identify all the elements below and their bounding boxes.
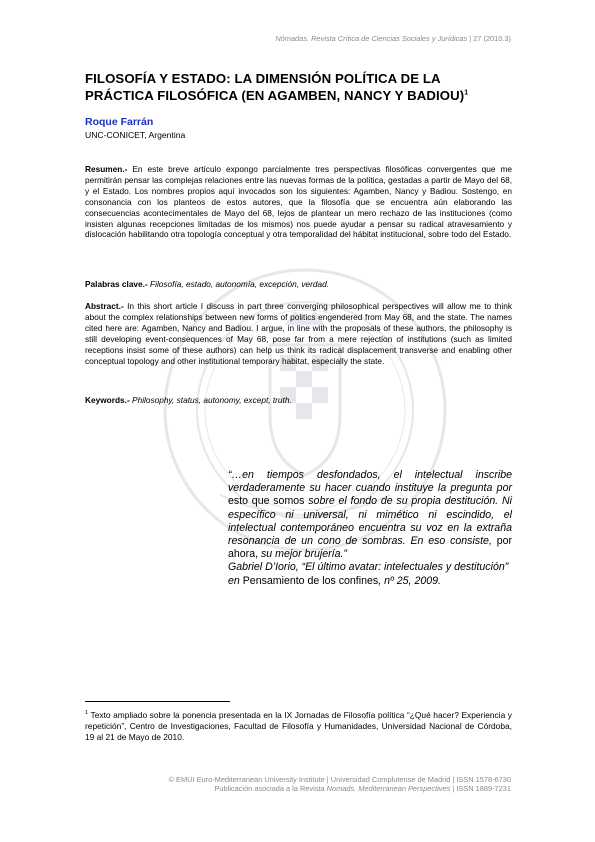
quote-part-1: “…en tiempos desfondados, el intelectual inscribe verdaderamente su hacer cuando instituye la pregunta por [228,469,512,495]
abstract-label: Abstract.- [85,301,124,311]
header-issue: | 27 (2010.3) [467,34,511,43]
title-line-2: PRÁCTICA FILOSÓFICA (EN AGAMBEN, NANCY Y BADIOU) [85,88,465,103]
title-line-1: FILOSOFÍA Y ESTADO: LA DIMENSIÓN POLÍTICA DE LA [85,71,441,86]
abstract-text: In this short article I discuss in part three converging philosophical perspectives will allow me to think about the complex relationships between new forms of politics engendered from May 68, and the state. The names cited here are: Agamben, Nancy and Badiou. I argue, in line with the proposals of these authors, the philosophy is still developing event-consequences of May 68, pose far from a mere rejection of institutions (such as limited receptions insist some of these authors) can help us think its radical displacement transverse and enabling other conceptual topology and other institutional temporary habitat, especially the state. [85,301,512,366]
footer-line-2-pre: Publicación asociada a la Revista [214,784,327,794]
footer-line-2 [169,784,511,793]
resumen-label: Resumen.- [85,164,128,174]
resumen-text: En este breve artículo expongo parcialmente tres perspectivas filosóficas convergentes que me permitirán pensar las complejas relaciones entre las nuevas formas de la política, gestadas a partir de Mayo del 68, y el Estado. Los nombres propios aquí invocados son los siguientes: Agamben, Nancy y Badiou. Sostengo, en consonancia con los planteos de estos autores, que la filosofía que se encuentra aún elaborando las consecuencias acontecimentales de Mayo del 68, lejos de plantear un mero rechazo de las instituciones (como insisten algunas recepciones limitadas de los mismos) nos puede ayudar a pensar su radical atravesamiento y dislocación habilitando otra topología conceptual y otra temporalidad del hábitat institucional, sobre todo del Estado. [85,164,512,240]
quote-source [228,561,512,587]
title-footnote-mark[interactable]: 1 [464,89,469,97]
palabras-clave-text: Filosofía, estado, autonomía, excepción, verdad. [147,279,329,289]
footer-line-2-journal: Nomads. Mediterranean Perspectives [326,784,451,794]
footer-line-2-post: | ISSN 1889-7231 [450,784,511,794]
keywords-text: Philosophy, status, autonomy, except, truth. [129,395,292,405]
author-name: Roque Farrán [85,116,154,128]
footnote [85,710,512,743]
author-affiliation: UNC-CONICET, Argentina [85,130,186,140]
palabras-clave-label: Palabras clave.- [85,279,148,289]
palabras-clave-paragraph [85,279,512,290]
quote-source-issue: , nº 25, 2009. [378,574,441,587]
quote-source-publication: Pensamiento de los confines [242,574,379,587]
quote-part-6: su mejor brujería.” [260,548,347,561]
quote-part-2: esto que somos [228,495,305,508]
footnote-text: Texto ampliado sobre la ponencia presentada en la IX Jornadas de Filosofía política “¿Qué hacer? Experiencia y repetición”, Centro de Investigaciones, Facultad de Filosofía y Humanidades, Universidad Nacional de Córdoba, 19 al 21 de Mayo de 2010. [85,710,512,742]
quote-part-4: En eso consiste, [410,535,492,548]
article-title [85,70,515,104]
quote-source-en: en [228,574,243,587]
quote-part-3: sobre el fondo de su propia destitución. Ni específico ni universal, ni mimético ni escindido, el intelectual contemporáneo encuentra su voz en la extraña resonancia de un cono de sombras. [228,495,512,548]
epigraph-quote [228,469,512,588]
footnote-mark: 1 [85,710,89,717]
running-header [275,34,511,43]
title-line-2-wrap [85,87,515,104]
resumen-paragraph [85,164,512,240]
abstract-paragraph [85,301,512,366]
keywords-label: Keywords.- [85,395,130,405]
footnote-divider [85,701,230,702]
quote-part-5: por ahora, [228,535,513,561]
quote-source-author-title: Gabriel D’Iorio, “El último avatar: intelectuales y destitución” [228,561,509,574]
page-footer [169,775,511,794]
quote-body [228,469,512,561]
header-journal: Nómadas. Revista Crítica de Ciencias Sociales y Jurídicas [275,34,468,43]
footer-line-1: © EMUI Euro-Mediterranean University Institute | Universidad Complutense de Madrid | ISSN 1578-6730 [168,775,511,784]
keywords-paragraph [85,395,512,406]
